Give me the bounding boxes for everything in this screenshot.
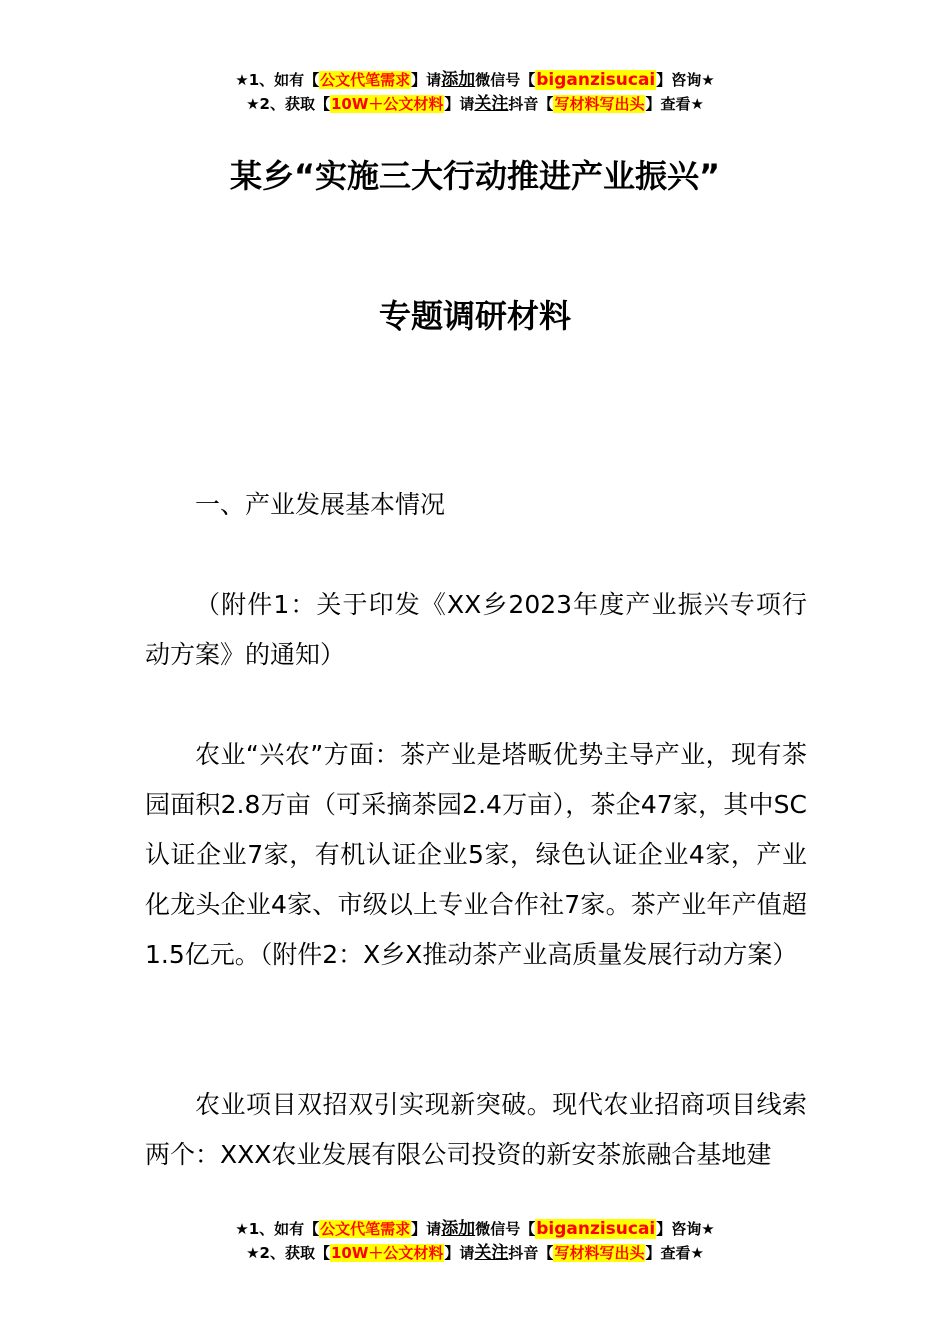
promo-text: 】请	[411, 71, 442, 89]
promo-underline: 关注	[474, 94, 509, 114]
promo-highlight: 10W＋公文材料	[330, 1244, 444, 1262]
promo-text: 微信号【	[475, 71, 536, 89]
promo-wechat-id: biganzisucai	[536, 70, 656, 90]
promo-wechat-id: biganzisucai	[536, 1219, 656, 1239]
promo-text: 】请	[411, 1220, 442, 1238]
promo-line-1	[0, 68, 950, 92]
promo-banner-top	[0, 68, 950, 116]
promo-text: 】请	[444, 95, 475, 113]
promo-text: 抖音【	[508, 1244, 554, 1262]
promo-text: ★2、获取【	[246, 95, 330, 113]
promo-line-1	[0, 1217, 950, 1241]
document-title: 某乡“实施三大行动推进产业振兴”	[229, 157, 721, 195]
promo-text: 】查看★	[645, 95, 704, 113]
promo-banner-bottom	[0, 1217, 950, 1265]
promo-text: 】查看★	[645, 1244, 704, 1262]
promo-underline: 添加	[441, 70, 476, 90]
promo-line-2	[0, 92, 950, 116]
promo-highlight: 公文代笔需求	[320, 71, 411, 89]
promo-text: ★1、如有【	[235, 1220, 320, 1238]
promo-highlight: 10W＋公文材料	[330, 95, 444, 113]
promo-text: 微信号【	[475, 1220, 536, 1238]
promo-text: 】咨询★	[656, 1220, 715, 1238]
attachment-note: （附件1：关于印发《XX乡2023年度产业振兴专项行动方案》的通知）	[145, 590, 807, 669]
promo-text: ★2、获取【	[246, 1244, 330, 1262]
paragraph-agriculture: 农业“兴农”方面：茶产业是塔畈优势主导产业，现有茶园面积2.8万亩（可采摘茶园2.4万亩），茶企47家，其中SC认证企业7家，有机认证企业5家，绿色认证企业4家，产业化龙头企业4家、市级以上专业合作社7家。茶产业年产值超1.5亿元。（附件2：X乡X推动茶产业高质量发展行动方案）	[145, 740, 807, 969]
promo-text: ★1、如有【	[235, 71, 320, 89]
promo-underline: 关注	[474, 1243, 509, 1263]
promo-douyin-id: 写材料写出头	[554, 95, 645, 113]
promo-douyin-id: 写材料写出头	[554, 1244, 645, 1262]
promo-text: 】请	[444, 1244, 475, 1262]
document-subtitle: 专题调研材料	[378, 297, 571, 335]
promo-text: 】咨询★	[656, 71, 715, 89]
paragraph-projects: 农业项目双招双引实现新突破。现代农业招商项目线索两个：XXX农业发展有限公司投资的新安茶旅融合基地建	[145, 1090, 807, 1169]
promo-line-2	[0, 1241, 950, 1265]
promo-highlight: 公文代笔需求	[320, 1220, 411, 1238]
promo-text: 抖音【	[508, 95, 554, 113]
section-heading: 一、产业发展基本情况	[195, 490, 446, 519]
promo-underline: 添加	[441, 1219, 476, 1239]
